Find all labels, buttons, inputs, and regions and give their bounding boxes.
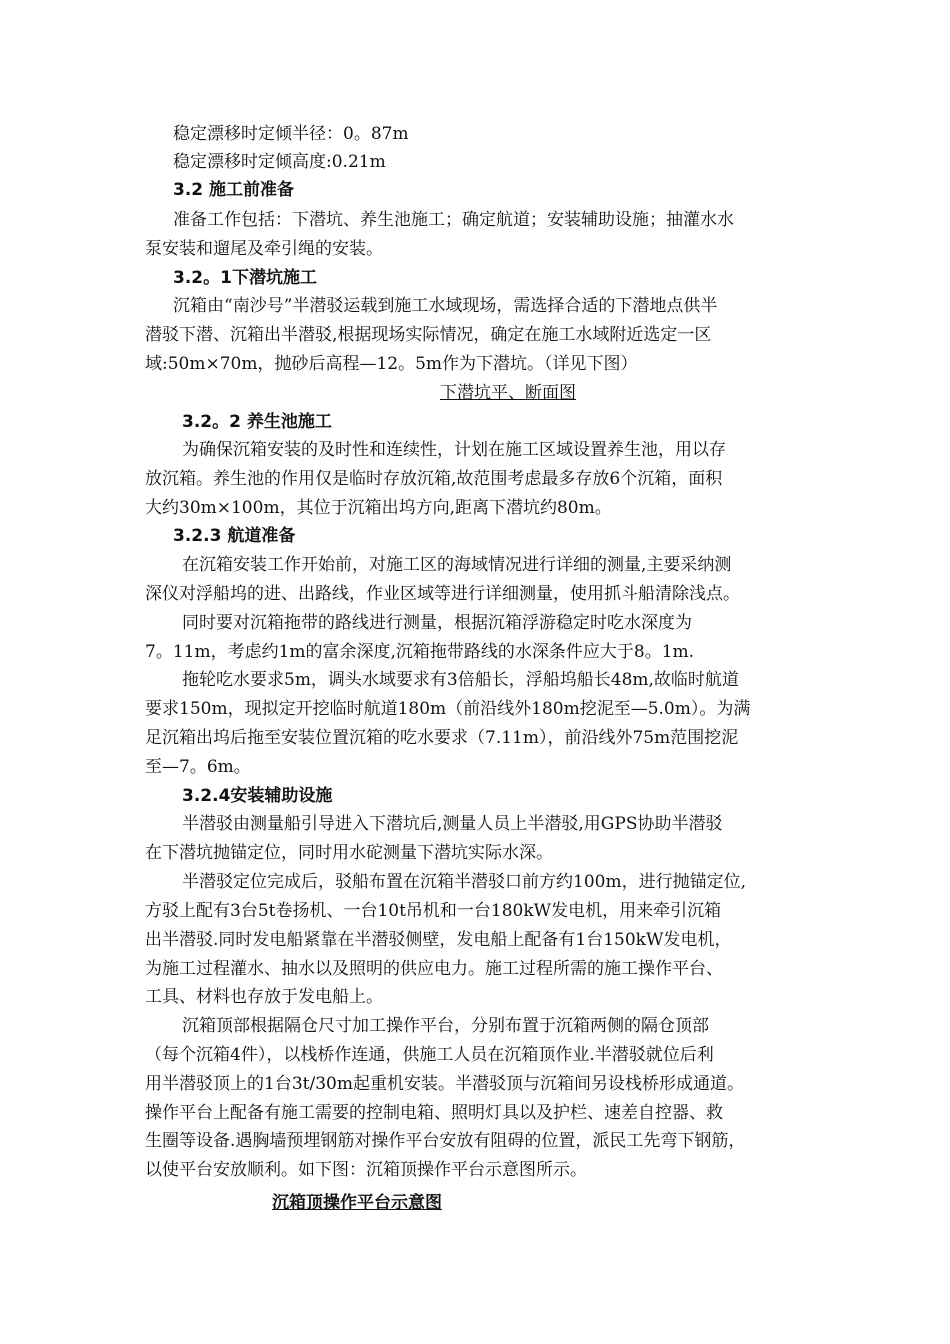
text-line: 域:50m×70m，抛砂后高程—12。5m作为下潜坑。（详见下图） — [145, 354, 638, 374]
text-line: 泵安装和遛尾及牵引绳的安装。 — [145, 239, 383, 259]
section-heading: 3.2.4安装辅助设施 — [182, 786, 333, 806]
text-line: 为确保沉箱安装的及时性和连续性，计划在施工区域设置养生池，用以存 — [182, 440, 726, 460]
text-line: 出半潜驳.同时发电船紧靠在半潜驳侧壁，发电船上配备有1台150kW发电机， — [145, 930, 732, 950]
section-heading: 3.2 施工前准备 — [173, 180, 295, 200]
figure-caption: 下潜坑平、断面图 — [440, 383, 576, 403]
text-line: 在下潜坑抛锚定位，同时用水砣测量下潜坑实际水深。 — [145, 843, 553, 863]
text-line: 至—7。6m。 — [145, 757, 251, 777]
text-line: 生圈等设备.遇胸墙预埋钢筋对操作平台安放有阻碍的位置，派民工先弯下钢筋， — [145, 1131, 746, 1151]
text-line: 准备工作包括：下潜坑、养生池施工；确定航道；安装辅助设施；抽灌水水 — [173, 210, 734, 230]
text-line: 用半潜驳顶上的1台3t/30m起重机安装。半潜驳顶与沉箱间另设栈桥形成通道。 — [145, 1074, 744, 1094]
text-line: 潜驳下潜、沉箱出半潜驳,根据现场实际情况，确定在施工水域附近选定一区 — [145, 325, 712, 345]
text-line: 放沉箱。养生池的作用仅是临时存放沉箱,故范围考虑最多存放6个沉箱，面积 — [145, 469, 723, 489]
text-line: 半潜驳定位完成后，驳船布置在沉箱半潜驳口前方约100m，进行抛锚定位, — [182, 872, 746, 892]
text-line: 沉箱顶部根据隔仓尺寸加工操作平台，分别布置于沉箱两侧的隔仓顶部 — [182, 1016, 709, 1036]
text-line: （每个沉箱4件），以栈桥作连通，供施工人员在沉箱顶作业.半潜驳就位后利 — [145, 1045, 714, 1065]
figure-caption: 沉箱顶操作平台示意图 — [272, 1193, 442, 1213]
text-line: 为施工过程灌水、抽水以及照明的供应电力。施工过程所需的施工操作平台、 — [145, 959, 723, 979]
text-line: 稳定漂移时定倾半径：0。87m — [173, 124, 409, 144]
section-heading: 3.2。2 养生池施工 — [182, 412, 332, 432]
text-line: 7。11m，考虑约1m的富余深度,沉箱拖带路线的水深条件应大于8。1m. — [145, 642, 695, 662]
section-heading: 3.2。1下潜坑施工 — [173, 268, 317, 288]
text-line: 在沉箱安装工作开始前，对施工区的海域情况进行详细的测量,主要采纳测 — [182, 555, 732, 575]
text-line: 沉箱由“南沙号”半潜驳运载到施工水域现场，需选择合适的下潜地点供半 — [173, 296, 718, 316]
text-line: 工具、材料也存放于发电船上。 — [145, 987, 383, 1007]
text-line: 足沉箱出坞后拖至安装位置沉箱的吃水要求（7.11m），前沿线外75m范围挖泥 — [145, 728, 739, 748]
text-line: 大约30m×100m，其位于沉箱出坞方向,距离下潜坑约80m。 — [145, 498, 612, 518]
text-line: 拖轮吃水要求5m，调头水域要求有3倍船长，浮船坞船长48m,故临时航道 — [182, 670, 739, 690]
text-line: 以使平台安放顺利。如下图：沉箱顶操作平台示意图所示。 — [145, 1160, 587, 1180]
text-line: 方驳上配有3台5t卷扬机、一台10t吊机和一台180kW发电机，用来牵引沉箱 — [145, 901, 722, 921]
section-heading: 3.2.3 航道准备 — [173, 526, 296, 546]
text-line: 要求150m，现拟定开挖临时航道180m（前沿线外180m挖泥至—5.0m）。为满 — [145, 699, 751, 719]
text-line: 半潜驳由测量船引导进入下潜坑后,测量人员上半潜驳,用GPS协助半潜驳 — [182, 814, 723, 834]
text-line: 同时要对沉箱拖带的路线进行测量，根据沉箱浮游稳定时吃水深度为 — [182, 613, 692, 633]
text-line: 操作平台上配备有施工需要的控制电箱、照明灯具以及护栏、速差自控器、救 — [145, 1103, 723, 1123]
text-line: 稳定漂移时定倾高度:0.21m — [173, 152, 386, 172]
text-line: 深仪对浮船坞的进、出路线，作业区域等进行详细测量，使用抓斗船清除浅点。 — [145, 584, 740, 604]
